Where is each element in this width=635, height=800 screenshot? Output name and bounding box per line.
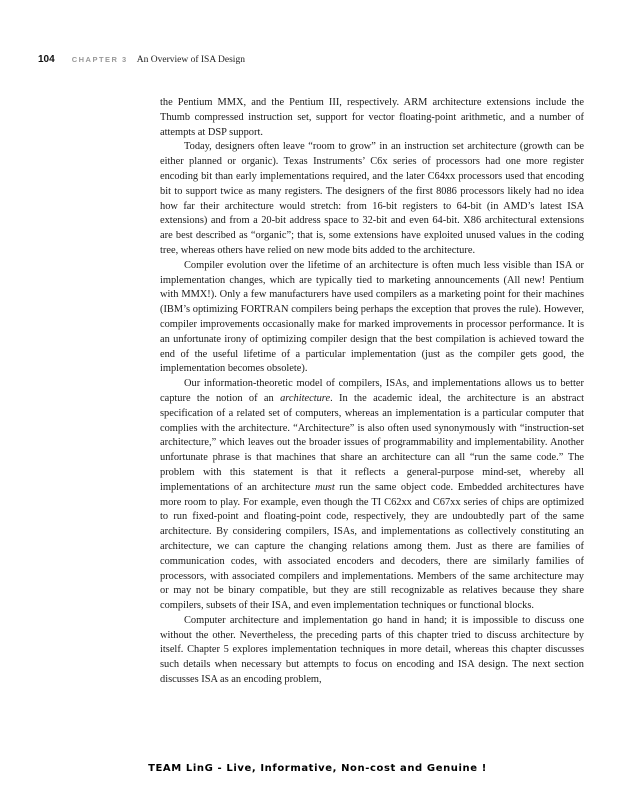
page-number: 104 [38,54,55,65]
paragraph-3: Compiler evolution over the lifetime of an architecture is often much less visible than ISA or implementation changes, which are typically tied to marketing announcements (All new! Pentium with MMX!). Only a few manufacturers have used compilers as a marketing point for their machines (IBM’s optimizing FORTRAN compilers being perhaps the exception that proves the rule). However, compiler improvements occasionally make for marked improvements in processor performance. It is an unfortunate irony of optimizing compiler design that the best compilation is achieved toward the end of the useful lifetime of a particular implementation (just as the compiler gets good, the implementation becomes obsolete). [160,259,584,375]
footer-banner: TEAM LinG - Live, Informative, Non-cost and Genuine ! [148,763,487,774]
emphasis-must: must [315,481,335,493]
chapter-label: CHAPTER 3 [71,55,128,64]
body-text [160,96,584,688]
paragraph-2: Today, designers often leave “room to grow” in an instruction set architecture (growth can be either planned or organic). Texas Instruments’ C6x series of processors had one more register encoding bit than early implementations required, and the later C64xx processors used that encoding bit to support twice as many registers. The designers of the first 8086 processors likely had no idea how far their architecture would stretch: from 16-bit registers to 64-bit (in AMD’s latest ISA extensions) and from a 20-bit address space to 32-bit and even 64-bit. X86 architectural extensions are best described as “organic”; that is, some extensions have exploited unused values in the coding tree, whereas others have relied on new mode bits added to the architecture. [160,141,584,256]
chapter-title: An Overview of ISA Design [136,55,245,65]
paragraph-4-part-a: Our information-theoretic model of compilers, ISAs, and implementations allows us to better capture the notion of an [160,378,584,404]
emphasis-architecture: architecture [280,392,331,404]
paragraph-1: the Pentium MMX, and the Pentium III, respectively. ARM architecture extensions include the Thumb compressed instruction set, support for vector floating-point arithmetic, and a number of attempts at DSP support. [160,97,584,138]
paragraph-4-part-b: . In the academic ideal, the architecture is an abstract specification of a related set of computers, whereas an implementation is a particular computer that complies with the architecture. “Architecture” is also often used synonymously with “instruction-set architecture,” which leaves out the broader issues of programmability and implementability. Another unfortunate phrase is that machines that share an architecture can all “run the same code.” The problem with this statement is that it reflects a general-purpose mind-set, whereby all implementations of an architecture [160,392,584,493]
paragraph-4-part-c: run the same object code. Embedded architectures have more room to play. For example, even though the TI C62xx and C67xx series of chips are optimized to run fixed-point and floating-point code, respectively, they are undoubtedly part of the same architecture. By considering compilers, ISAs, and implementations as collectively constituting an architecture, we can capture the changing relations among them. Just as there are families of communication codes, with associated encoders and decoders, there are similarly families of processors, with associated compilers and implementations. Members of the same architecture may or may not be binary compatible, but they are still recognizable as relatives because they share compilers, subsets of their ISA, and even implementation techniques or functional blocks. [160,481,584,612]
running-head [38,54,245,65]
paragraph-4 [160,377,584,614]
paragraph-5: Computer architecture and implementation go hand in hand; it is impossible to discuss one without the other. Nevertheless, the preceding parts of this chapter tried to discuss architecture by itself. Chapter 5 explores implementation techniques in more detail, whereas this chapter discusses such details when necessary but attempts to focus on encoding and ISA design. The next section discusses ISA as an encoding problem, [160,614,584,686]
